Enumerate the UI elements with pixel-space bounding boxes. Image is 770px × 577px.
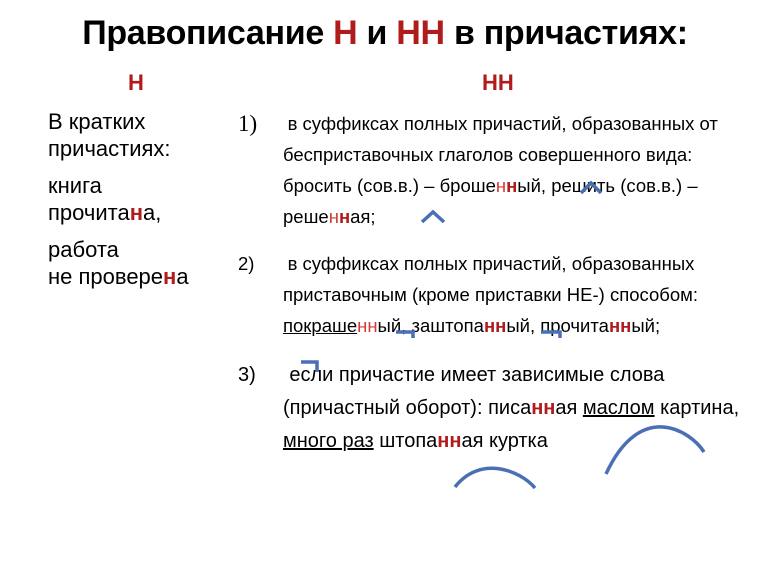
dependency-arc-mark xyxy=(455,468,535,488)
column-header-nn: НН xyxy=(482,70,514,95)
rule-2: 2) в суффиксах полных причастий, образованных приставочным (кроме приставки НЕ-) способом: покрашенный, заштопанный, прочитанный; xyxy=(238,253,698,336)
example-kniga: книга прочитана, xyxy=(48,173,162,225)
rule-1: 1) в суффиксах полных причастий, образованных от бесприставочных глаголов совершенного вида: бросить (сов.в.) – брошенный, решить (сов.в.) – решенная; xyxy=(238,111,718,227)
rule-3: 3) если причастие имеет зависимые слова (причастный оборот): писанная маслом картина, много раз штопанная куртка xyxy=(238,364,740,452)
short-participles-label: В кратких причастиях: xyxy=(48,109,171,161)
page-title: Правописание Н и НН в причастиях: xyxy=(82,14,688,52)
example-rabota: работа не проверена xyxy=(48,237,189,289)
title-nn: НН xyxy=(396,14,445,52)
column-header-n: Н xyxy=(128,70,144,95)
left-column xyxy=(48,108,228,300)
title-n: Н xyxy=(333,14,358,52)
right-column xyxy=(238,108,758,458)
